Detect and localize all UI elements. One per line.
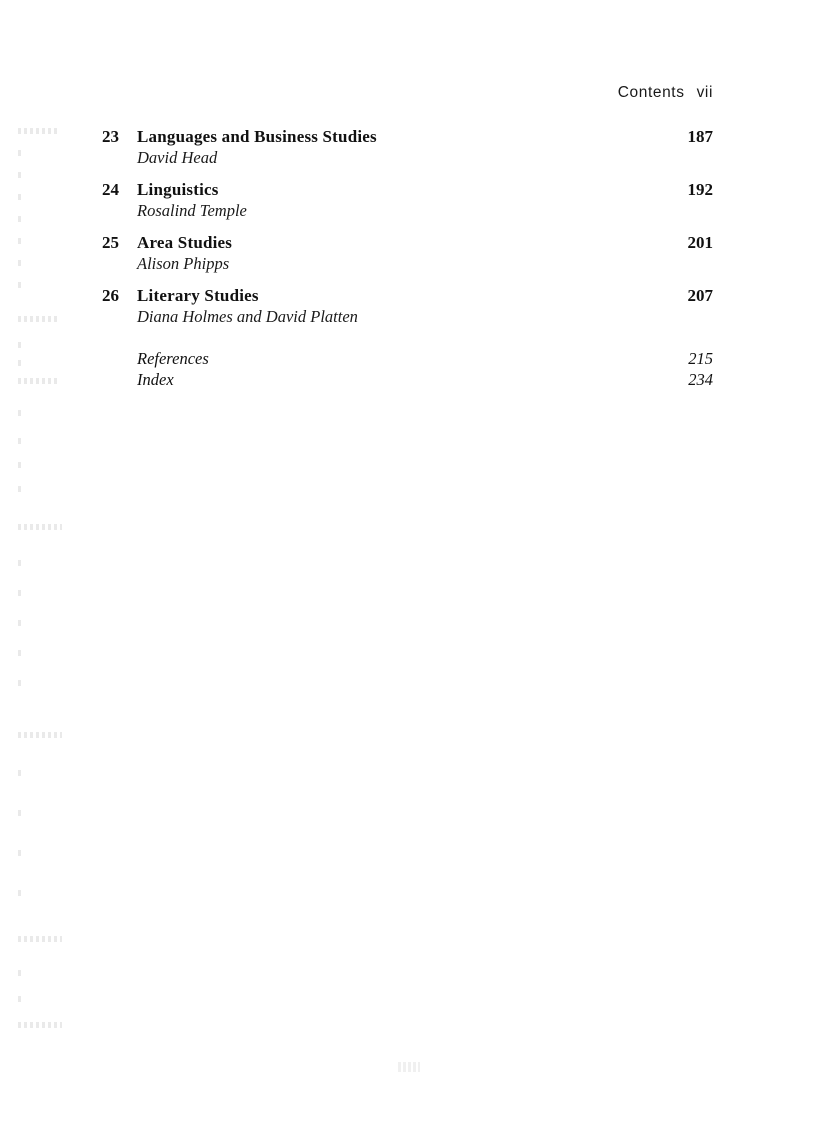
chapter-page: 192 xyxy=(687,180,713,199)
back-matter-label: References xyxy=(137,349,209,368)
scan-bleed-marks xyxy=(18,120,68,1040)
back-matter-label: Index xyxy=(137,370,174,389)
chapter-author: Rosalind Temple xyxy=(137,201,247,220)
chapter-page: 201 xyxy=(687,233,713,252)
back-matter-page: 215 xyxy=(688,349,713,368)
chapter-title: Literary Studies xyxy=(137,286,259,305)
chapter-author: David Head xyxy=(137,148,218,167)
toc-entry[interactable] xyxy=(102,179,713,232)
chapter-title: Languages and Business Studies xyxy=(137,127,377,146)
chapter-page: 207 xyxy=(687,286,713,305)
back-matter-entry-references[interactable] xyxy=(102,348,713,369)
chapter-author: Alison Phipps xyxy=(137,254,230,273)
table-of-contents xyxy=(102,126,713,390)
toc-entry[interactable] xyxy=(102,126,713,179)
running-head-folio: vii xyxy=(696,84,713,101)
chapter-author: Diana Holmes and David Platten xyxy=(137,307,358,326)
chapter-title: Linguistics xyxy=(137,180,219,199)
chapter-number: 23 xyxy=(102,127,119,146)
toc-entry[interactable] xyxy=(102,232,713,285)
chapter-number: 24 xyxy=(102,180,119,199)
chapter-number: 26 xyxy=(102,286,119,305)
back-matter-entry-index[interactable] xyxy=(102,369,713,390)
chapter-title: Area Studies xyxy=(137,233,233,252)
chapter-page: 187 xyxy=(687,127,713,146)
faint-footer-mark xyxy=(398,1062,420,1072)
chapter-number: 25 xyxy=(102,233,119,252)
back-matter-page: 234 xyxy=(688,370,713,389)
toc-entry[interactable] xyxy=(102,285,713,338)
back-matter xyxy=(102,348,713,390)
running-head-label: Contents xyxy=(617,84,685,101)
running-head xyxy=(618,84,713,102)
